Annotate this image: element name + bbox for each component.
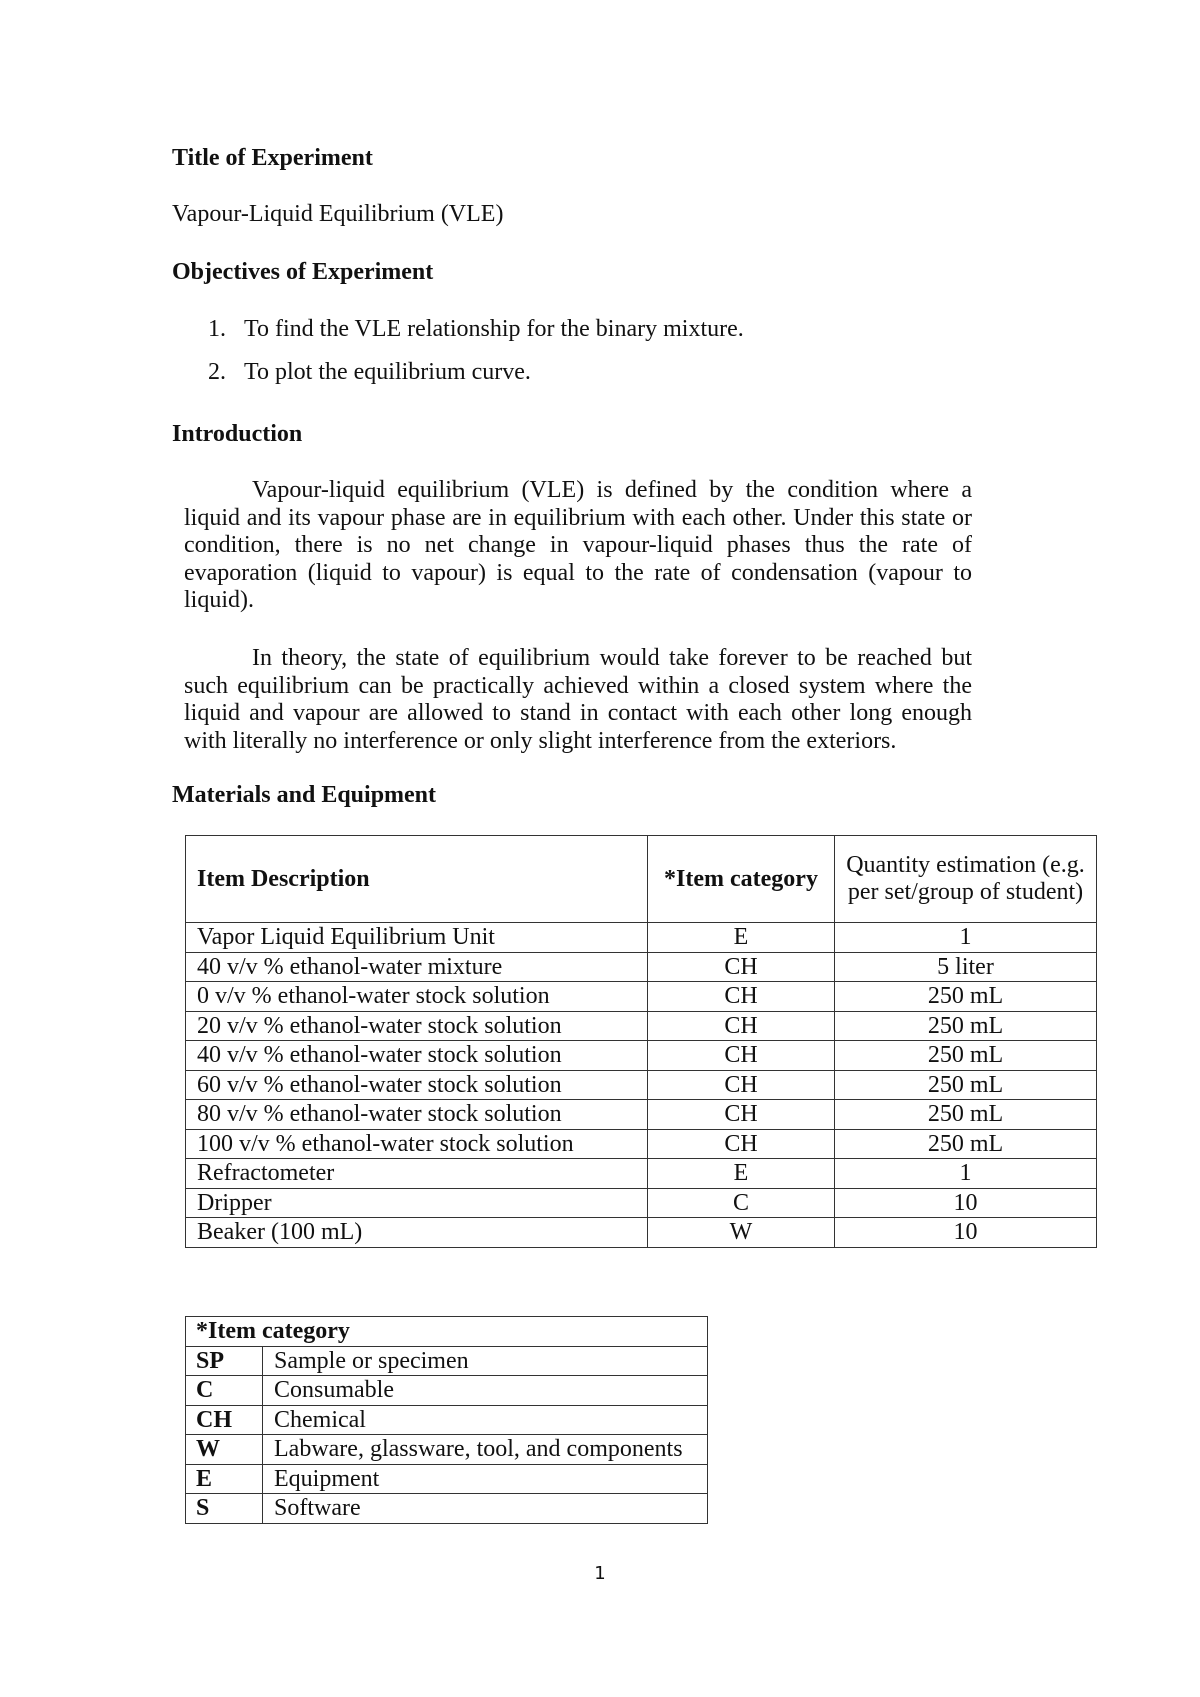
item-quantity: 10 (835, 1188, 1097, 1218)
item-category: CH (648, 982, 835, 1012)
objective-item (208, 315, 744, 358)
equipment-table (185, 835, 1097, 1248)
header-quantity: Quantity estimation (e.g. per set/group of student) (835, 836, 1097, 923)
header-item-category: *Item category (648, 836, 835, 923)
item-description: Dripper (186, 1188, 648, 1218)
legend-code: SP (186, 1346, 263, 1376)
table-row (186, 1188, 1097, 1218)
item-quantity: 250 mL (835, 1041, 1097, 1071)
item-quantity: 5 liter (835, 952, 1097, 982)
item-description: 40 v/v % ethanol-water stock solution (186, 1041, 648, 1071)
item-category: E (648, 1159, 835, 1189)
legend-row (186, 1346, 708, 1376)
header-item-description: Item Description (186, 836, 648, 923)
item-description: Vapor Liquid Equilibrium Unit (186, 923, 648, 953)
item-category: W (648, 1218, 835, 1248)
table-header-row (186, 836, 1097, 923)
table-row (186, 982, 1097, 1012)
item-quantity: 250 mL (835, 1100, 1097, 1130)
materials-heading: Materials and Equipment (172, 782, 437, 808)
item-category: CH (648, 1041, 835, 1071)
item-category: CH (648, 1011, 835, 1041)
table-row (186, 923, 1097, 953)
legend-code: CH (186, 1405, 263, 1435)
item-description: Beaker (100 mL) (186, 1218, 648, 1248)
item-quantity: 1 (835, 923, 1097, 953)
item-quantity: 1 (835, 1159, 1097, 1189)
item-category: CH (648, 952, 835, 982)
table-row (186, 1070, 1097, 1100)
objective-number: 1. (208, 316, 226, 342)
category-legend-table (185, 1316, 708, 1524)
table-row (186, 1011, 1097, 1041)
table-row (186, 1218, 1097, 1248)
objective-text: To plot the equilibrium curve. (244, 359, 531, 385)
legend-meaning: Labware, glassware, tool, and components (263, 1435, 708, 1465)
objectives-heading: Objectives of Experiment (172, 259, 434, 285)
item-category: E (648, 923, 835, 953)
legend-code: W (186, 1435, 263, 1465)
objectives-list (208, 315, 744, 401)
item-description: 20 v/v % ethanol-water stock solution (186, 1011, 648, 1041)
introduction-paragraph: In theory, the state of equilibrium would take forever to be reached but such equilibrium can be practically achieved within a closed system where the liquid and vapour are allowed to stand in contact with each other long enough with literally no interference or only slight interference from the exteriors. (184, 645, 972, 754)
table-row (186, 1129, 1097, 1159)
objective-item (208, 358, 744, 401)
introduction-heading: Introduction (172, 421, 303, 447)
item-category: CH (648, 1129, 835, 1159)
legend-code: E (186, 1464, 263, 1494)
item-quantity: 250 mL (835, 1070, 1097, 1100)
item-category: CH (648, 1070, 835, 1100)
legend-row (186, 1494, 708, 1524)
page-number: 1 (594, 1563, 606, 1584)
table-row (186, 1100, 1097, 1130)
legend-code: C (186, 1376, 263, 1406)
legend-meaning: Chemical (263, 1405, 708, 1435)
item-category: C (648, 1188, 835, 1218)
introduction-paragraph: Vapour-liquid equilibrium (VLE) is defined by the condition where a liquid and its vapour phase are in equilibrium with each other. Under this state or condition, there is no net change in vapour-liquid phases thus the rate of evaporation (liquid to vapour) is equal to the rate of condensation (vapour to liquid). (184, 477, 972, 613)
item-description: 0 v/v % ethanol-water stock solution (186, 982, 648, 1012)
legend-header-row (186, 1317, 708, 1347)
item-quantity: 250 mL (835, 1129, 1097, 1159)
item-description: 40 v/v % ethanol-water mixture (186, 952, 648, 982)
table-row (186, 952, 1097, 982)
legend-row (186, 1405, 708, 1435)
item-quantity: 250 mL (835, 982, 1097, 1012)
legend-meaning: Software (263, 1494, 708, 1524)
item-description: Refractometer (186, 1159, 648, 1189)
item-quantity: 250 mL (835, 1011, 1097, 1041)
title-heading: Title of Experiment (172, 145, 373, 171)
legend-row (186, 1376, 708, 1406)
objective-number: 2. (208, 359, 226, 385)
legend-meaning: Sample or specimen (263, 1346, 708, 1376)
item-quantity: 10 (835, 1218, 1097, 1248)
legend-meaning: Consumable (263, 1376, 708, 1406)
legend-code: S (186, 1494, 263, 1524)
item-description: 100 v/v % ethanol-water stock solution (186, 1129, 648, 1159)
experiment-title: Vapour-Liquid Equilibrium (VLE) (172, 201, 504, 227)
legend-row (186, 1464, 708, 1494)
item-description: 60 v/v % ethanol-water stock solution (186, 1070, 648, 1100)
legend-row (186, 1435, 708, 1465)
legend-meaning: Equipment (263, 1464, 708, 1494)
item-description: 80 v/v % ethanol-water stock solution (186, 1100, 648, 1130)
objective-text: To find the VLE relationship for the binary mixture. (244, 316, 744, 342)
table-row (186, 1159, 1097, 1189)
legend-heading: *Item category (186, 1317, 708, 1347)
table-row (186, 1041, 1097, 1071)
item-category: CH (648, 1100, 835, 1130)
